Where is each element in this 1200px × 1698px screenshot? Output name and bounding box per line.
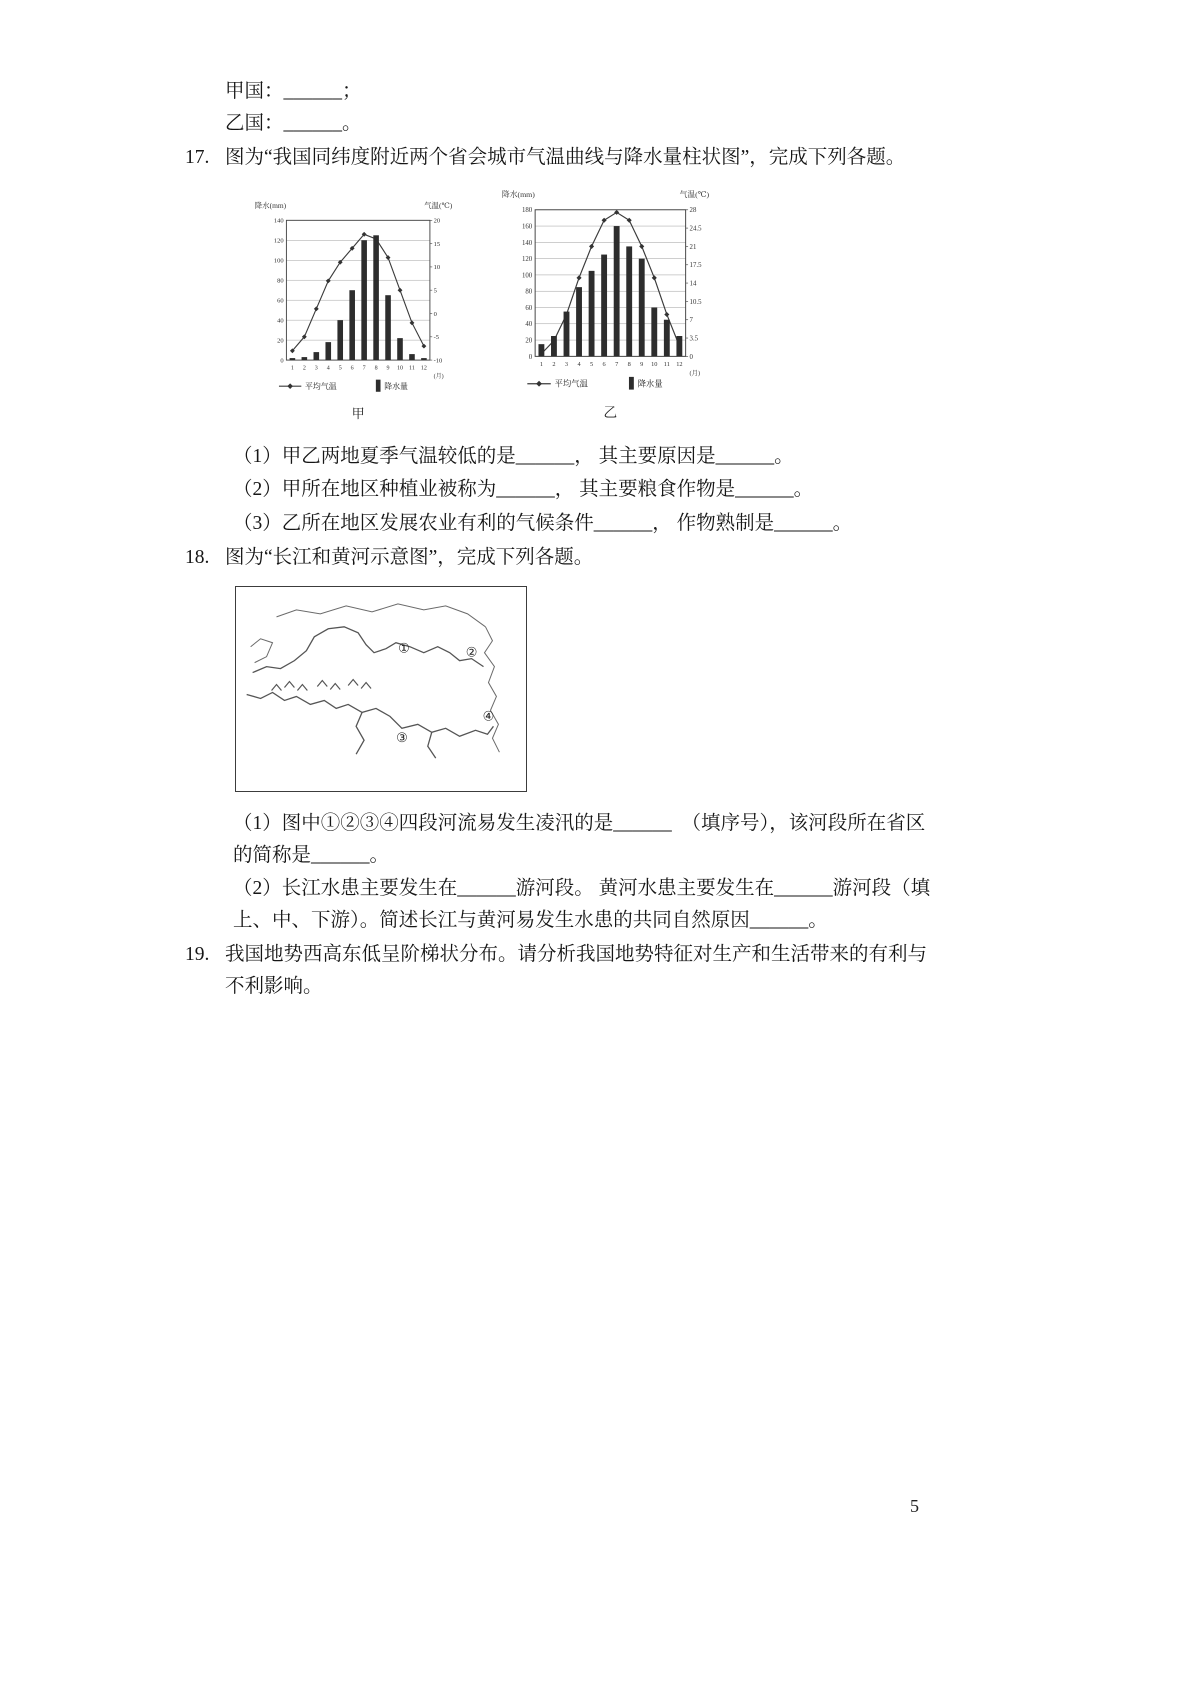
svg-text:6: 6: [350, 365, 354, 372]
question-18: [185, 542, 935, 936]
svg-text:7: 7: [615, 360, 619, 368]
q16-blank-line-jia: 甲国：______；: [225, 81, 362, 102]
svg-text:甲: 甲: [351, 405, 365, 421]
map-border-sketch: [251, 604, 500, 752]
svg-text:10: 10: [396, 365, 404, 372]
svg-text:9: 9: [640, 360, 644, 368]
svg-text:9: 9: [386, 365, 390, 372]
question-17-sub2: （2）甲所在地区种植业被称为______， 其主要粮食作物是______。: [233, 479, 814, 501]
q16-blank-line-yi: 乙国：______。: [225, 112, 362, 134]
question-17-body: [225, 142, 935, 539]
svg-text:气温(℃): 气温(℃): [679, 189, 710, 199]
question-18-body: [225, 542, 935, 936]
svg-text:3: 3: [314, 365, 318, 372]
climate-chart-jia-svg: [251, 196, 456, 431]
svg-text:14: 14: [689, 280, 697, 288]
question-18-sub2: （2）长江水患主要发生在______游河段。 黄河水患主要发生在______游河段（填上、中、下游）。简述长江与黄河易发生水患的共同自然原因______。: [233, 878, 931, 931]
svg-text:4: 4: [326, 365, 330, 372]
question-17-sub3: （3）乙所在地区发展农业有利的气候条件______， 作物熟制是______。: [233, 512, 853, 534]
svg-text:0: 0: [689, 353, 693, 361]
climate-chart-yi-svg: [498, 184, 713, 431]
map-marker-1: ①: [398, 640, 410, 656]
question-17-stem: 图为“我国同纬度附近两个省会城市气温曲线与降水量柱状图”，完成下列各题。: [225, 147, 906, 169]
climate-charts-row: [251, 184, 935, 431]
mountain-symbols: [272, 680, 372, 691]
page-content: [185, 76, 935, 1003]
svg-text:80: 80: [277, 277, 284, 285]
svg-text:60: 60: [277, 297, 284, 305]
question-18-number: 18.: [185, 547, 210, 569]
svg-text:降水量: 降水量: [637, 379, 663, 389]
svg-text:2: 2: [552, 360, 556, 368]
question-19: [185, 939, 935, 1002]
svg-text:180: 180: [521, 206, 533, 214]
svg-text:60: 60: [525, 304, 533, 312]
svg-text:0: 0: [433, 310, 437, 318]
question-17: [185, 142, 935, 539]
svg-text:12: 12: [420, 365, 427, 372]
svg-text:5: 5: [433, 287, 437, 295]
svg-text:120: 120: [521, 255, 533, 263]
svg-text:4: 4: [577, 360, 581, 368]
svg-text:160: 160: [521, 223, 533, 231]
svg-text:平均气温: 平均气温: [305, 381, 337, 391]
svg-text:20: 20: [277, 337, 284, 345]
svg-text:10: 10: [433, 263, 441, 271]
svg-text:7: 7: [362, 365, 366, 372]
question-18-sub1: （1）图中①②③④四段河流易发生凌汛的是______ （填序号），该河段所在省区的简称是______。: [233, 813, 926, 866]
rivers-sketch-map-svg: [236, 587, 526, 791]
svg-text:降水量: 降水量: [384, 381, 408, 391]
svg-text:140: 140: [273, 217, 284, 225]
svg-text:12: 12: [676, 360, 683, 368]
svg-text:降水(mm): 降水(mm): [254, 200, 287, 210]
svg-text:140: 140: [521, 239, 533, 247]
svg-text:40: 40: [525, 320, 533, 328]
svg-text:1: 1: [539, 360, 543, 368]
svg-text:20: 20: [433, 217, 441, 225]
svg-text:40: 40: [277, 317, 284, 325]
svg-text:6: 6: [602, 360, 606, 368]
svg-text:28: 28: [689, 206, 697, 214]
svg-text:0: 0: [280, 357, 284, 365]
svg-text:平均气温: 平均气温: [554, 379, 588, 389]
svg-text:3.5: 3.5: [689, 335, 699, 343]
svg-text:气温(℃): 气温(℃): [424, 200, 453, 210]
question-17-number: 17.: [185, 147, 210, 169]
svg-text:(月): (月): [433, 373, 444, 380]
svg-text:降水(mm): 降水(mm): [501, 189, 535, 199]
svg-text:11: 11: [663, 360, 670, 368]
question-18-stem: 图为“长江和黄河示意图”，完成下列各题。: [225, 547, 594, 569]
map-marker-4: ④: [482, 708, 495, 724]
svg-text:0: 0: [528, 353, 533, 361]
svg-text:11: 11: [409, 365, 415, 372]
question-19-body: [225, 939, 935, 1002]
question-17-sub1: （1）甲乙两地夏季气温较低的是______， 其主要原因是______。: [233, 445, 794, 467]
svg-text:乙: 乙: [603, 404, 618, 420]
svg-text:1: 1: [290, 365, 294, 372]
svg-text:5: 5: [338, 365, 342, 372]
climate-chart-yi: [498, 184, 713, 431]
svg-text:-10: -10: [433, 357, 443, 365]
svg-text:20: 20: [525, 337, 533, 345]
map-marker-2: ②: [465, 644, 478, 660]
svg-text:5: 5: [589, 360, 594, 368]
svg-text:15: 15: [433, 240, 441, 248]
svg-text:100: 100: [273, 257, 284, 265]
svg-text:80: 80: [525, 288, 533, 296]
svg-text:120: 120: [273, 237, 284, 245]
question-19-stem: 我国地势西高东低呈阶梯状分布。请分析我国地势特征对生产和生活带来的有利与不利影响。: [225, 944, 928, 997]
svg-text:8: 8: [374, 365, 378, 372]
yellow-river-line: [253, 627, 484, 673]
climate-chart-jia: [251, 196, 456, 431]
svg-text:2: 2: [302, 365, 306, 372]
svg-text:8: 8: [627, 360, 631, 368]
rivers-sketch-map: [235, 586, 527, 792]
svg-text:21: 21: [689, 243, 697, 251]
page-number: 5: [910, 1496, 919, 1516]
svg-text:-5: -5: [433, 333, 440, 341]
svg-text:(月): (月): [689, 369, 701, 377]
svg-text:10.5: 10.5: [689, 298, 702, 306]
svg-text:100: 100: [521, 272, 533, 280]
svg-text:10: 10: [651, 360, 658, 368]
map-marker-3: ③: [396, 730, 408, 746]
svg-text:24.5: 24.5: [689, 225, 702, 233]
question-19-number: 19.: [185, 944, 210, 966]
svg-text:3: 3: [564, 360, 569, 368]
svg-text:7: 7: [689, 316, 693, 324]
svg-text:17.5: 17.5: [689, 261, 702, 269]
yangtze-river-line: [247, 693, 494, 759]
